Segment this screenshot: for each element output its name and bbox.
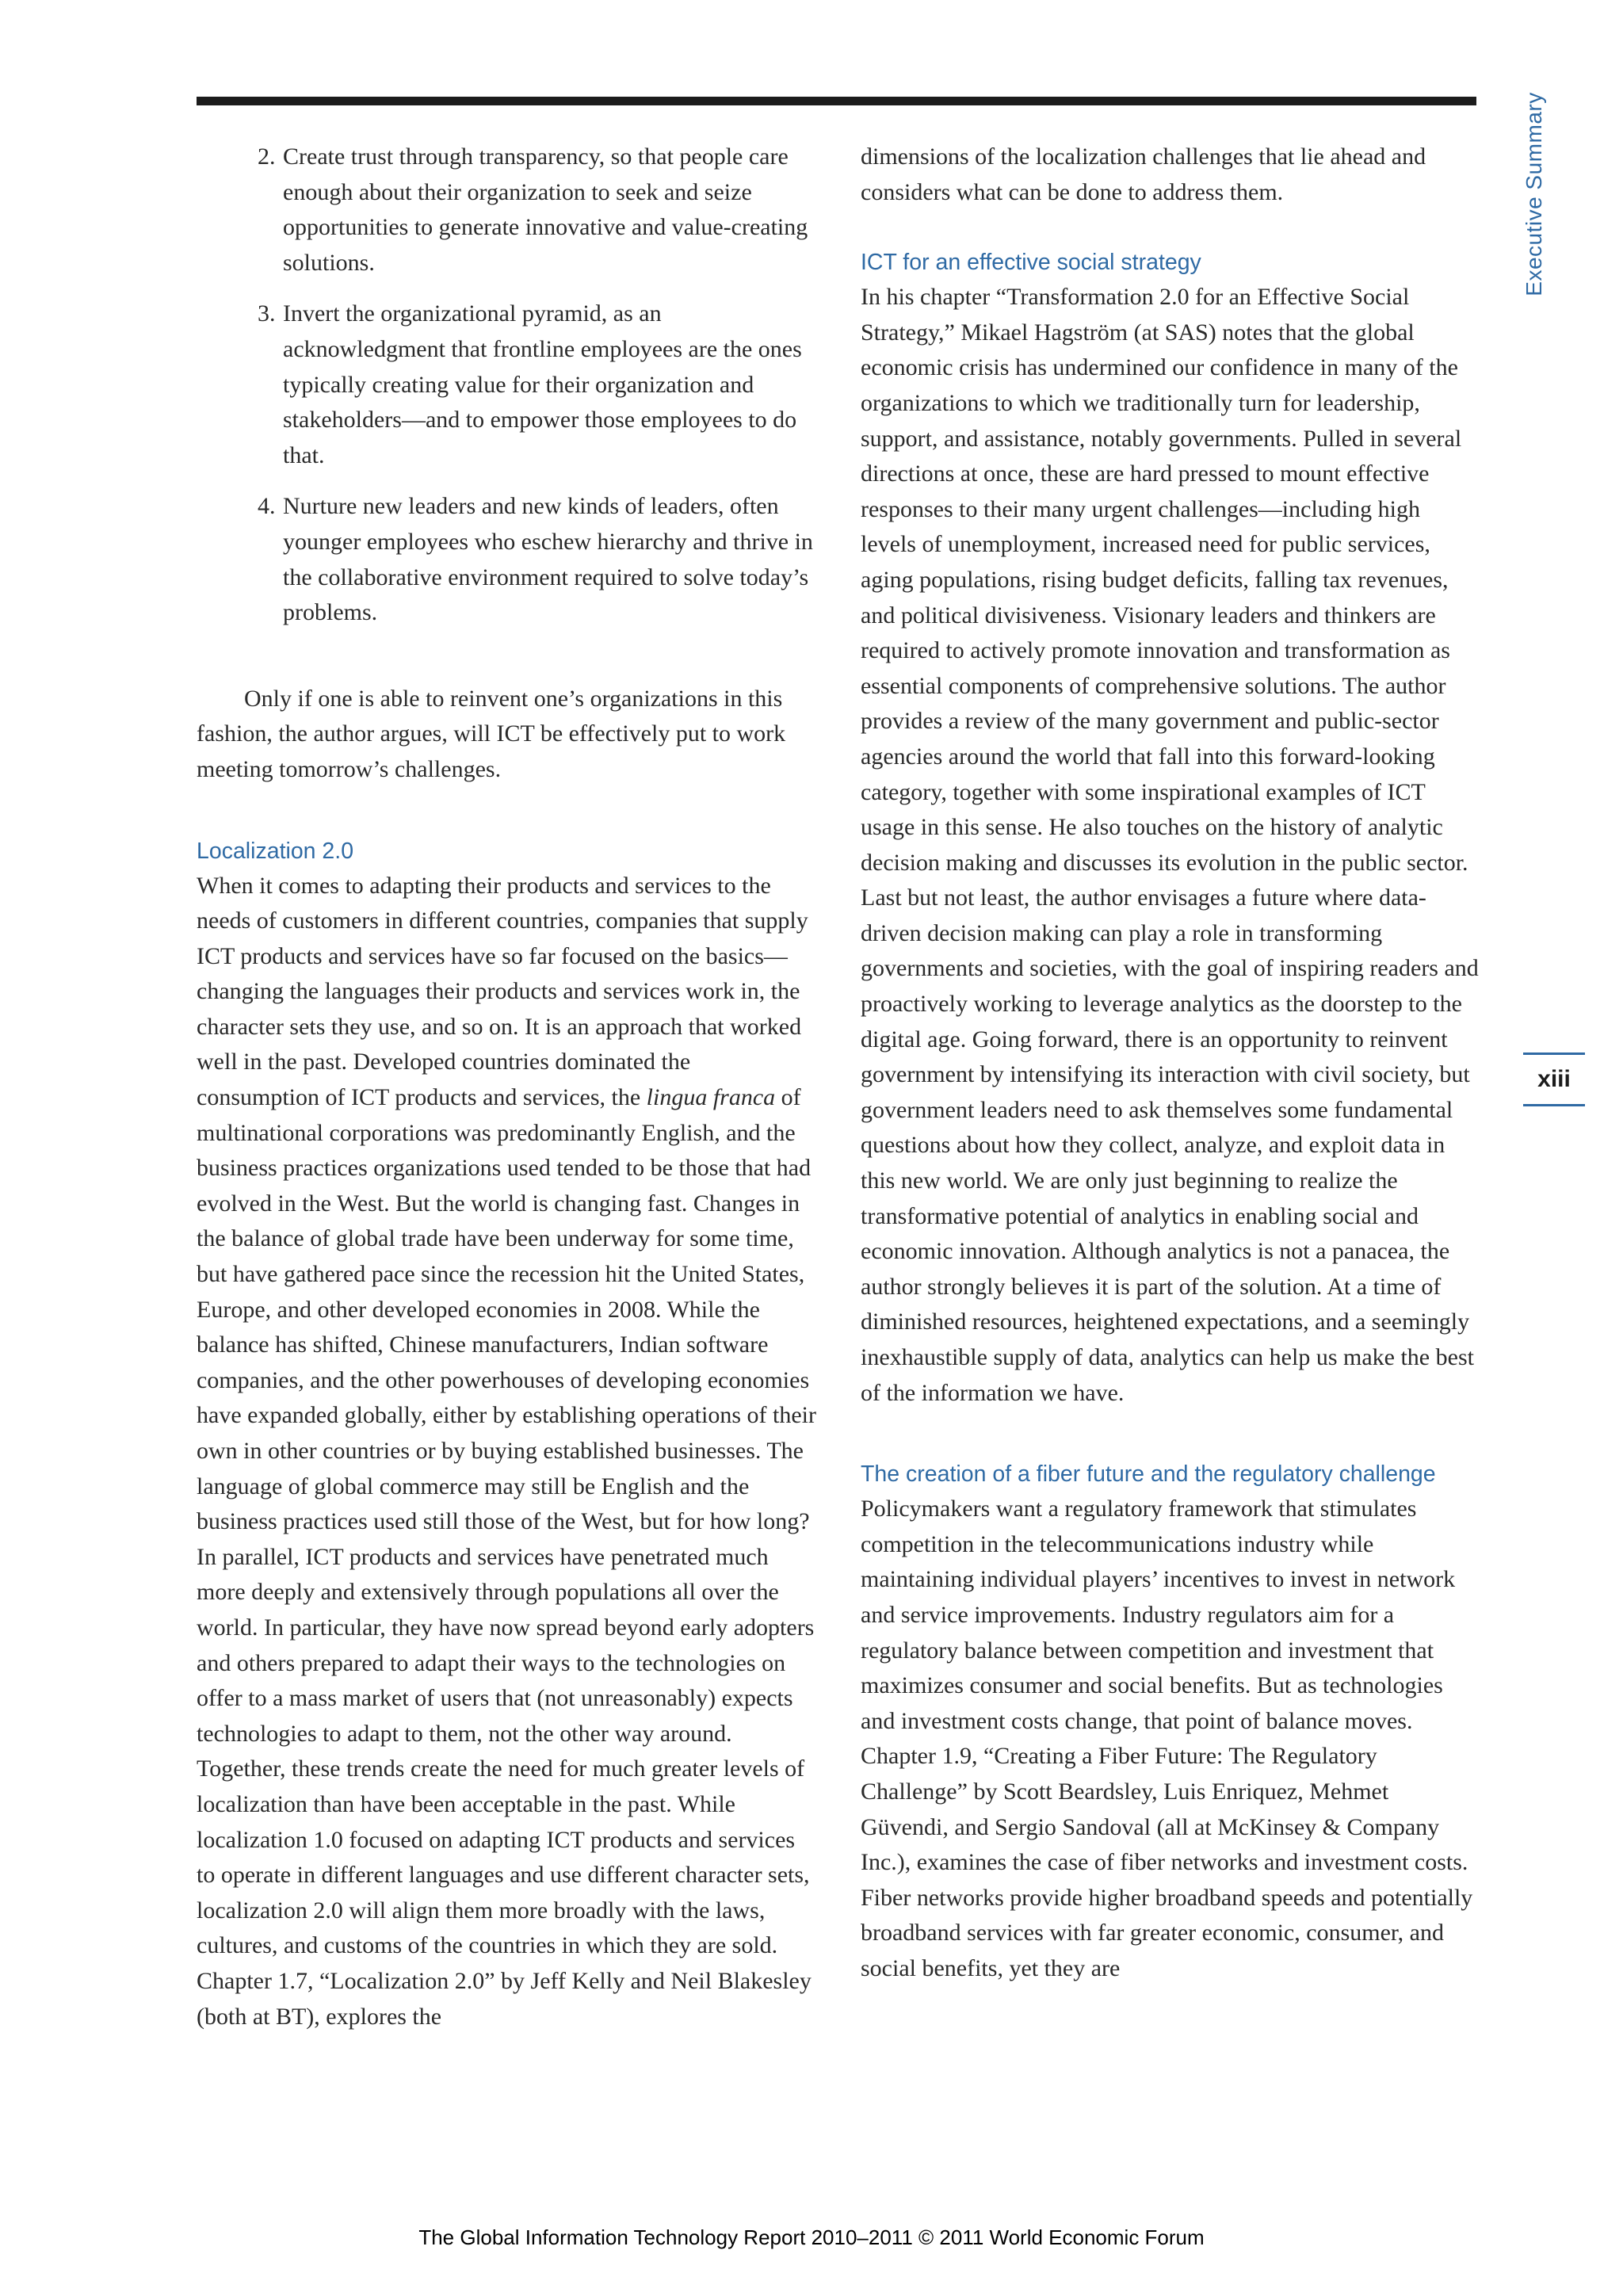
section-side-tab [1518, 92, 1550, 296]
page-footer: The Global Information Technology Report 2010–2011 © 2011 World Economic Forum [418, 2225, 1205, 2249]
social-strategy-heading: ICT for an effective social strategy [861, 250, 1201, 276]
localization-text-part-2: of multinational corporations was predominantly English, and the business practices organizations used tended to be those that had evolved in the West. But the world is changing fast. Changes in the balance of global trade have been underway for some time, but have gathered pace since the recession hit the United States, Europe, and other developed economies in 2008. While the balance has shifted, Chinese manufacturers, Indian software companies, and the other powerhouses of developing economies have expanded globally, either by establishing operations of their own in other countries or by buying established businesses. The language of global commerce may still be English and the business practices used still those of the West, but for how long? In parallel, ICT products and services have penetrated much more deeply and extensively through populations all over the world. In particular, they have now spread beyond early adopters and others prepared to adapt their ways to the technologies on offer to a mass market of users that (not unreasonably) expects technologies to adapt to them, not the other way around. Together, these trends create the need for much greater levels of localization than have been acceptable in the past. While localization 1.0 focused on adapting ICT products and services to operate in different languages and use different character sets, localization 2.0 will align them more broadly with the laws, cultures, and customs of the countries in which they are sold. Chapter 1.7, “Localization 2.0” by Jeff Kelly and Neil Blakesley (both at BT), explores the [197, 1084, 816, 2030]
list-item: 4. Nurture new leaders and new kinds of leaders, often younger employees who eschew hierarchy and thrive in the collaborative environment required to solve today’s problems. [281, 489, 819, 630]
fiber-future-heading: The creation of a fiber future and the regulatory challenge [861, 1461, 1436, 1488]
list-item: 2. Create trust through transparency, so that people care enough about their organization to seek and seize opportunities to generate innovative and value-creating solutions. [281, 139, 819, 281]
localization-italic-term: lingua franca [646, 1084, 776, 1111]
fiber-future-paragraph: Policymakers want a regulatory framework that stimulates competition in the telecommunications industry while maintaining individual players’ incentives to invest in network and service improvements. Industry regulators aim for a regulatory balance between competition and investment that maximizes consumer and social benefits. But as technologies and investment costs change, that point of balance moves. Chapter 1.9, “Creating a Fiber Future: The Regulatory Challenge” by Scott Beardsley, Luis Enriquez, Mehmet Güvendi, and Sergio Sandoval (all at McKinsey & Company Inc.), examines the case of fiber networks and investment costs. Fiber networks provide higher broadband speeds and potentially broadband services with far greater economic, consumer, and social benefits, yet they are [861, 1496, 1473, 1981]
social-strategy-paragraph: In his chapter “Transformation 2.0 for an Effective Social Strategy,” Mikael Hagström (at SAS) notes that the global economic crisis has undermined our confidence in many of the organizations to which we traditionally turn for leadership, support, and assistance, notably governments. Pulled in several directions at once, these are hard pressed to mount effective responses to their many urgent challenges—including high levels of unemployment, increased need for public services, aging populations, rising budget deficits, falling tax revenues, and political divisiveness. Visionary leaders and thinkers are required to actively promote innovation and transformation as essential components of comprehensive solutions. The author provides a review of the many government and public-sector agencies around the world that fall into this forward-looking category, together with some inspirational examples of ICT usage in this sense. He also touches on the history of analytic decision making and discusses its evolution in the public sector. Last but not least, the author envisages a future where data-driven decision making can play a role in transforming governments and societies, with the goal of inspiring readers and proactively working to leverage analytics as the doorstep to the digital age. Going forward, there is an opportunity to reinvent government by intensifying its interaction with civil society, but government leaders need to ask themselves some fundamental questions about how they collect, analyze, and exploit data in this new world. We are only just beginning to realize the transformative potential of analytics in enabling social and economic innovation. Although analytics is not a panacea, the author strongly believes it is part of the solution. At a time of diminished resources, heightened expectations, and a seemingly inexhaustible supply of data, analytics can help us make the best of the information we have. [861, 284, 1479, 1406]
right-column [861, 139, 1479, 1987]
page-number: xiii [1523, 1052, 1585, 1106]
localization-heading: Localization 2.0 [197, 838, 354, 864]
continuation-paragraph: dimensions of the localization challenges that lie ahead and considers what can be done to address them. [861, 143, 1426, 205]
conclusion-paragraph: Only if one is able to reinvent one’s organizations in this fashion, the author argues, will ICT be effectively put to work meeting tomorrow’s challenges. [197, 685, 786, 782]
left-column [197, 139, 819, 2034]
localization-paragraph [197, 869, 819, 2035]
localization-text-part-1: When it comes to adapting their products and services to the needs of customers in different countries, companies that supply ICT products and services have so far focused on the basics—changing the languages their products and services work in, the character sets they use, and so on. It is an approach that worked well in the past. Developed countries dominated the consumption of ICT products and services, the [197, 872, 808, 1111]
top-rule [197, 97, 1476, 105]
list-item: 3. Invert the organizational pyramid, as an acknowledgment that frontline employees are the ones typically creating value for their organization and stakeholders—and to empower those employees to do that. [281, 296, 819, 473]
section-label: Executive Summary [1522, 92, 1546, 296]
numbered-list [197, 139, 819, 631]
